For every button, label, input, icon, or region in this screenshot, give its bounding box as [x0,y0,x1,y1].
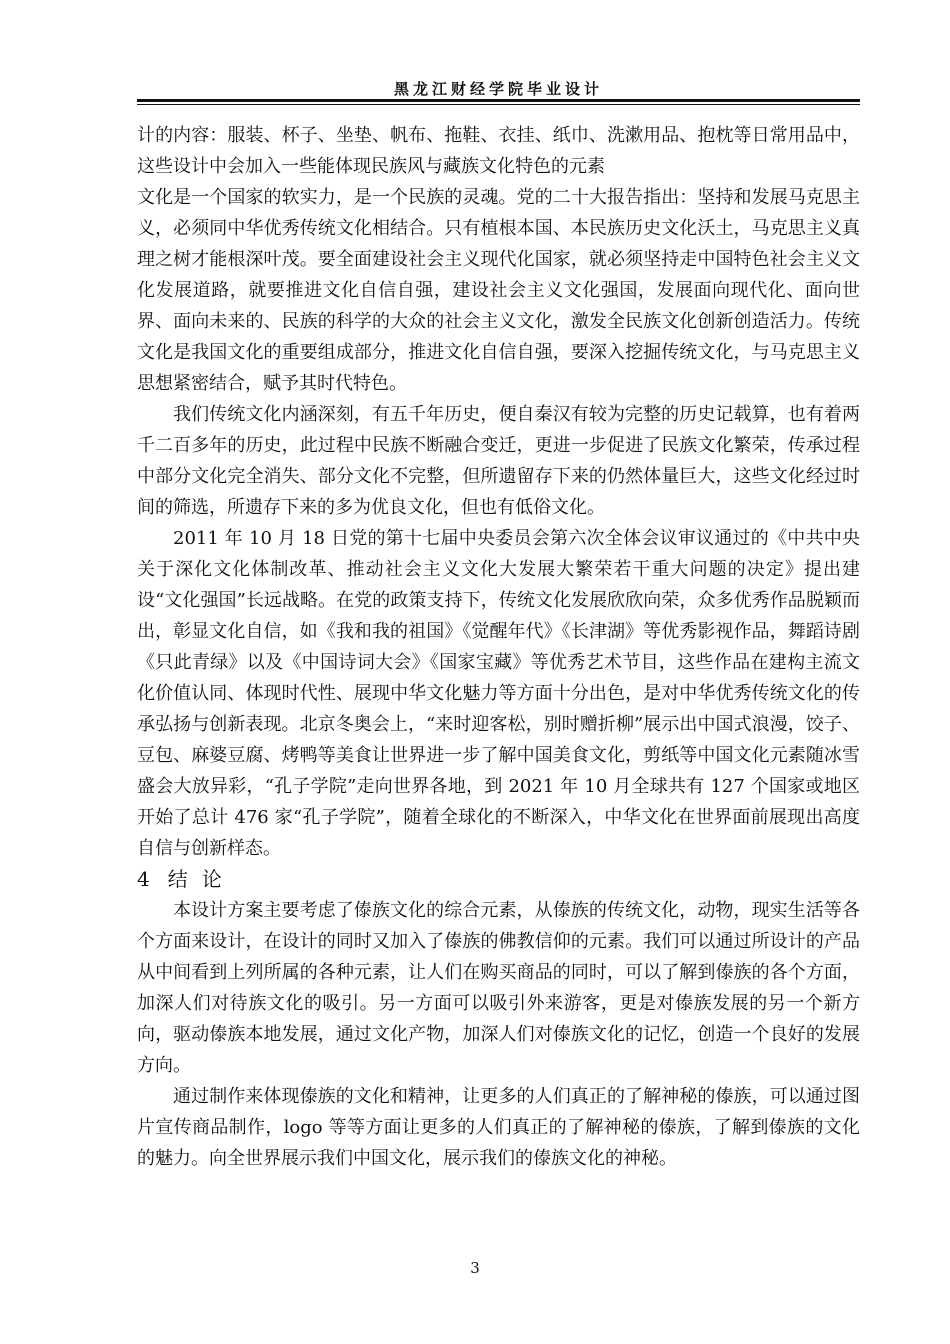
page-header-title: 黑龙江财经学院毕业设计 [393,80,603,98]
section-heading [137,864,860,895]
body-paragraph: 本设计方案主要考虑了傣族文化的综合元素，从傣族的传统文化，动物，现实生活等各个方面来设计，在设计的同时又加入了傣族的佛教信仰的元素。我们可以通过所设计的产品从中间看到上列所属的各种元素，让人们在购买商品的同时，可以了解到傣族的各个方面，加深人们对待族文化的吸引。另一方面可以吸引外来游客，更是对傣族发展的另一个新方向，驱动傣族本地发展，通过文化产物，加深人们对傣族文化的记忆，创造一个良好的发展方向。 [137,900,860,1076]
section-number: 4 [137,867,150,891]
document-body [137,120,860,1174]
body-paragraph: 计的内容：服装、杯子、坐垫、帆布、拖鞋、衣挂、纸巾、洗漱用品、抱枕等日常用品中，这些设计中会加入一些能体现民族风与藏族文化特色的元素 [137,125,860,177]
body-paragraph: 2011 年 10 月 18 日党的第十七届中央委员会第六次全体会议审议通过的《中共中央关于深化文化体制改革、推动社会主义文化大发展大繁荣若干重大问题的决定》提出建设“文化强国”长远战略。在党的政策支持下，传统文化发展欣欣向荣，众多优秀作品脱颖而出，彰显文化自信，如《我和我的祖国》《觉醒年代》《长津湖》等优秀影视作品，舞蹈诗剧《只此青绿》以及《中国诗词大会》《国家宝藏》等优秀艺术节目，这些作品在建构主流文化价值认同、体现时代性、展现中华文化魅力等方面十分出色，是对中华优秀传统文化的传承弘扬与创新表现。北京冬奥会上，“来时迎客松，别时赠折柳”展示出中国式浪漫，饺子、豆包、麻婆豆腐、烤鸭等美食让世界进一步了解中国美食文化，剪纸等中国文化元素随冰雪盛会大放异彩，“孔子学院”走向世界各地，到 2021 年 10 月全球共有 127 个国家或地区开始了总计 476 家“孔子学院”，随着全球化的不断深入，中华文化在世界面前展现出高度自信与创新样态。 [137,528,860,859]
body-paragraph: 我们传统文化内涵深刻，有五千年历史，便自秦汉有较为完整的历史记载算，也有着两千二百多年的历史，此过程中民族不断融合变迁，更进一步促进了民族文化繁荣，传承过程中部分文化完全消失、部分文化不完整，但所遗留存下来的仍然体量巨大，这些文化经过时间的筛选，所遗存下来的多为优良文化，但也有低俗文化。 [137,404,860,518]
page-number: 3 [470,1259,480,1277]
section-title: 结论 [167,867,236,891]
body-paragraph: 通过制作来体现傣族的文化和精神，让更多的人们真正的了解神秘的傣族，可以通过图片宣传商品制作，logo 等等方面让更多的人们真正的了解神秘的傣族，了解到傣族的文化的魅力。向全世界展示我们中国文化，展示我们的傣族文化的神秘。 [137,1086,860,1169]
body-paragraph: 文化是一个国家的软实力，是一个民族的灵魂。党的二十大报告指出：坚持和发展马克思主义，必须同中华优秀传统文化相结合。只有植根本国、本民族历史文化沃土，马克思主义真理之树才能根深叶茂。要全面建设社会主义现代化国家，就必须坚持走中国特色社会主义文化发展道路，就要推进文化自信自强，建设社会主义文化强国，发展面向现代化、面向世界、面向未来的、民族的科学的大众的社会主义文化，激发全民族文化创新创造活力。传统文化是我国文化的重要组成部分，推进文化自信自强，要深入挖掘传统文化，与马克思主义思想紧密结合，赋予其时代特色。 [137,187,860,394]
header-rule-thin [137,104,860,105]
header-rule-thick [137,99,860,102]
